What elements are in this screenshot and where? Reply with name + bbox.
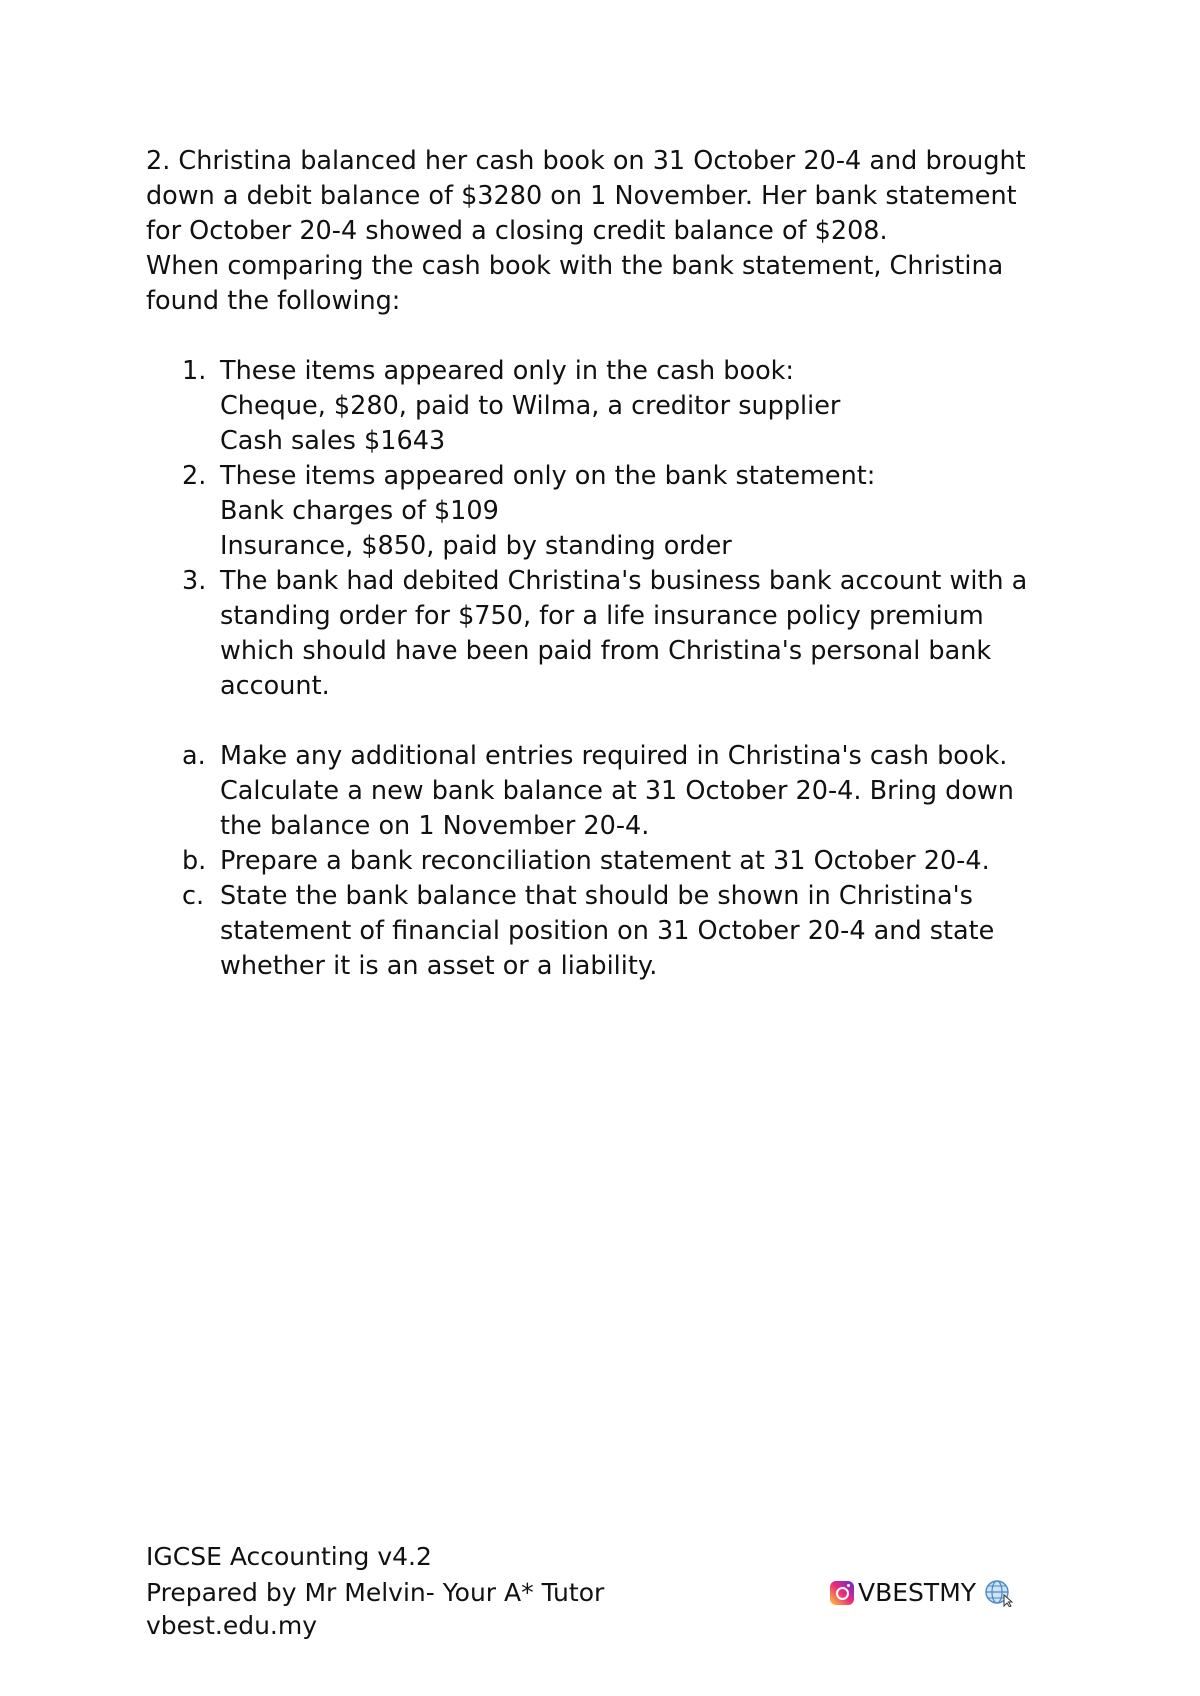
- page-footer: [146, 1540, 1046, 1642]
- findings-list: [146, 354, 1076, 704]
- task-line: Calculate a new bank balance at 31 October 20-4. Bring down: [220, 776, 1014, 806]
- finding-item: [146, 354, 1076, 459]
- finding-line: which should have been paid from Christina's personal bank: [220, 636, 992, 666]
- task-marker: c.: [182, 881, 205, 911]
- finding-line: These items appeared only on the bank statement:: [220, 461, 876, 491]
- intro-line: When comparing the cash book with the bank statement, Christina: [146, 251, 1004, 281]
- task-marker: b.: [182, 846, 207, 876]
- footer-prepared-by: Prepared by Mr Melvin- Your A* Tutor: [146, 1578, 605, 1607]
- intro-line: for October 20-4 showed a closing credit balance of $208.: [146, 216, 888, 246]
- instagram-icon: [830, 1581, 854, 1605]
- task-line: Make any additional entries required in Christina's cash book.: [220, 741, 1008, 771]
- finding-line: Bank charges of $109: [220, 496, 499, 526]
- task-marker: a.: [182, 741, 206, 771]
- task-line: the balance on 1 November 20-4.: [220, 811, 650, 841]
- intro-line: 2. Christina balanced her cash book on 31 October 20-4 and brought: [146, 146, 1026, 176]
- finding-line: The bank had debited Christina's business bank account with a: [220, 566, 1028, 596]
- tasks-list: [146, 739, 1076, 984]
- finding-line: Insurance, $850, paid by standing order: [220, 531, 732, 561]
- intro-line: found the following:: [146, 286, 401, 316]
- finding-marker: 2.: [182, 461, 207, 491]
- footer-course: IGCSE Accounting v4.2: [146, 1542, 432, 1571]
- finding-line: These items appeared only in the cash book:: [220, 356, 795, 386]
- task-item: [146, 739, 1076, 844]
- brand-handle: VBESTMY: [858, 1578, 977, 1607]
- footer-brand[interactable]: [830, 1576, 1014, 1609]
- finding-marker: 1.: [182, 356, 207, 386]
- task-item: [146, 844, 1076, 879]
- task-item: [146, 879, 1076, 984]
- intro-line: down a debit balance of $3280 on 1 November. Her bank statement: [146, 181, 1017, 211]
- finding-line: Cash sales $1643: [220, 426, 446, 456]
- footer-website[interactable]: vbest.edu.my: [146, 1611, 318, 1640]
- task-line: State the bank balance that should be shown in Christina's: [220, 881, 973, 911]
- finding-marker: 3.: [182, 566, 207, 596]
- finding-line: Cheque, $280, paid to Wilma, a creditor supplier: [220, 391, 841, 421]
- globe-icon: [984, 1579, 1014, 1607]
- finding-item: [146, 459, 1076, 564]
- task-line: whether it is an asset or a liability.: [220, 951, 658, 981]
- question-intro: [146, 144, 1076, 319]
- task-line: statement of financial position on 31 October 20-4 and state: [220, 916, 995, 946]
- finding-line: standing order for $750, for a life insurance policy premium: [220, 601, 984, 631]
- finding-item: [146, 564, 1076, 704]
- question-content: [146, 144, 1076, 984]
- task-line: Prepare a bank reconciliation statement at 31 October 20-4.: [220, 846, 990, 876]
- finding-line: account.: [220, 671, 330, 701]
